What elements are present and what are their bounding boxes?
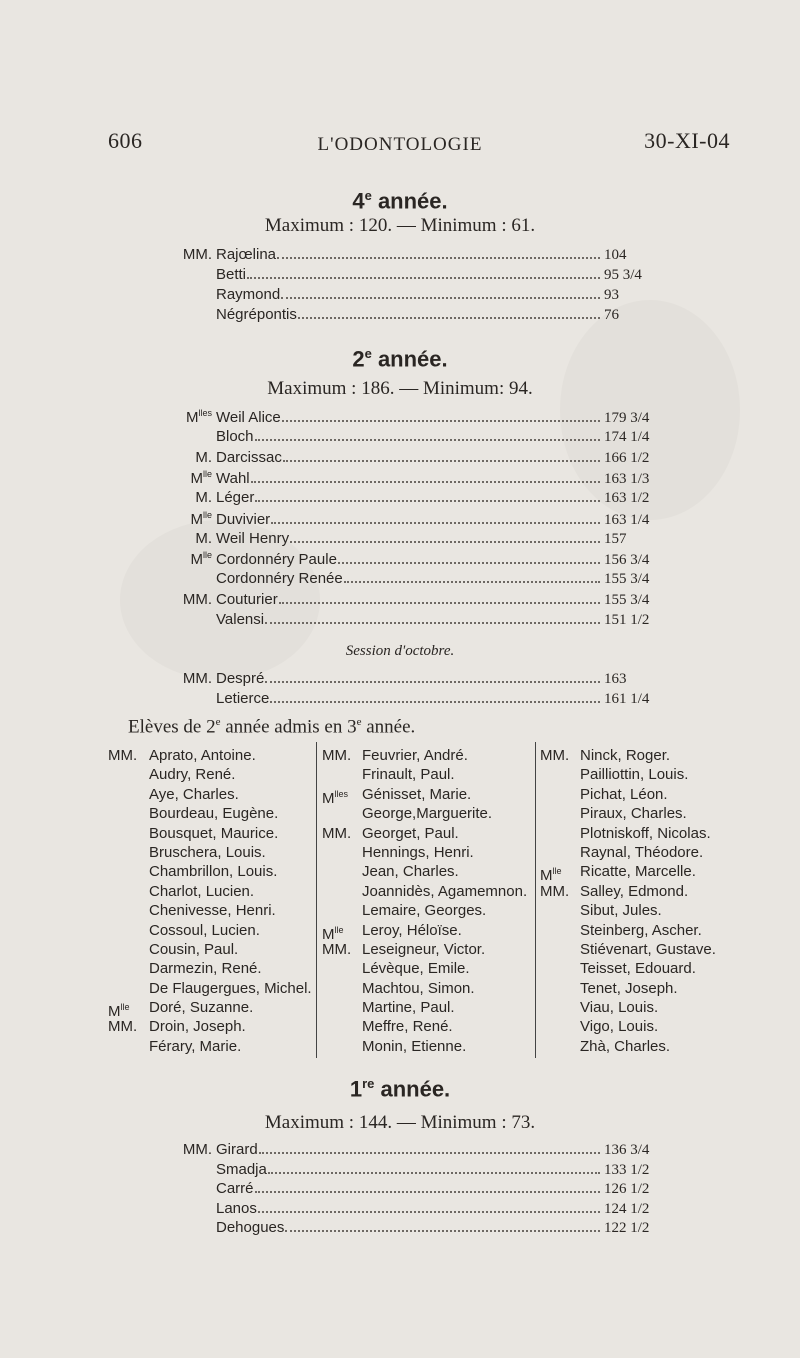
student-name: Cousin, Paul. — [149, 940, 239, 958]
student-name: Vigo, Louis. — [580, 1018, 659, 1036]
title-prefix — [540, 1037, 580, 1056]
list-item — [322, 843, 552, 862]
student-name: George,Marguerite. — [362, 805, 493, 823]
student-name: Génisset, Marie. — [362, 785, 472, 803]
maxmin-year4: Maximum : 120. — Minimum : 61. — [264, 215, 536, 236]
student-name: Joannidès, Agamemnon. — [362, 882, 528, 900]
column-divider — [316, 742, 317, 1058]
list-item — [108, 901, 338, 920]
student-name: Bruschera, Louis. — [149, 843, 266, 861]
dot-leader — [258, 1210, 600, 1213]
list-item — [108, 959, 338, 978]
title-prefix — [108, 921, 149, 940]
list-item — [108, 862, 338, 881]
student-name: Steinberg, Ascher. — [580, 921, 702, 939]
title-prefix: $M^{lle}$ — [108, 1002, 130, 1021]
student-name: Dehogues — [216, 1219, 285, 1236]
student-name: Aye, Charles. — [149, 785, 239, 803]
admis-column-3 — [540, 746, 770, 1056]
admis-heading: Elèves de 2e année admis en 3e année. — [128, 716, 416, 738]
student-name: Jean, Charles. — [362, 863, 459, 881]
student-name: Lévèque, Emile. — [362, 960, 470, 978]
maxmin-year1: Maximum : 144. — Minimum : 73. — [264, 1112, 536, 1133]
list-item — [108, 998, 338, 1021]
result-row — [174, 510, 694, 528]
student-name: Cordonnéry Renée — [216, 570, 343, 588]
dot-leader — [268, 1171, 600, 1174]
list-item — [540, 901, 770, 920]
dot-leader — [279, 601, 600, 604]
result-row — [174, 1141, 694, 1159]
score: 166 1/2 — [604, 449, 650, 466]
list-item — [108, 979, 338, 998]
result-row — [174, 570, 694, 588]
student-name: Bloch — [216, 428, 254, 446]
list-item — [540, 940, 770, 959]
list-item — [108, 1037, 338, 1056]
dot-leader — [251, 480, 600, 483]
score: 76 — [604, 307, 619, 323]
admis-column-2 — [322, 746, 552, 1056]
result-row — [174, 266, 694, 284]
student-name: Meffre, René. — [362, 1018, 453, 1036]
student-name: Piraux, Charles. — [580, 805, 687, 823]
title-prefix — [322, 804, 362, 823]
result-row — [174, 469, 694, 487]
list-item — [108, 940, 338, 959]
student-name: Ninck, Roger. — [580, 747, 671, 764]
student-name: Plotniskoff, Nicolas. — [580, 824, 711, 842]
student-name: Machtou, Simon. — [362, 979, 475, 997]
list-item — [108, 804, 338, 823]
list-item — [322, 824, 552, 843]
student-name: Feuvrier, André. — [362, 747, 468, 764]
title-prefix — [322, 843, 362, 862]
student-name: Raymond — [216, 286, 281, 303]
student-name: Duvivier — [216, 510, 271, 528]
score: 163 1/2 — [604, 490, 650, 507]
title-prefix — [322, 959, 362, 978]
title-prefix — [540, 843, 580, 862]
score: 163 1/3 — [604, 470, 650, 487]
title-prefix — [108, 824, 149, 843]
result-row — [174, 489, 694, 507]
student-name: Chambrillon, Louis. — [149, 863, 278, 881]
student-name: Frinault, Paul. — [362, 766, 455, 784]
list-item — [108, 843, 338, 862]
title-prefix: $M^{lle}$ — [190, 509, 212, 528]
result-row — [174, 1161, 694, 1179]
score: 151 1/2 — [604, 612, 650, 628]
dot-leader — [265, 621, 600, 624]
list-item — [540, 824, 770, 843]
title-prefix: MM. — [540, 882, 570, 900]
dot-leader — [265, 680, 600, 683]
student-name: Viau, Louis. — [580, 999, 659, 1017]
journal-title: L'ODONTOLOGIE — [317, 134, 483, 155]
student-name: Négrépontis — [216, 306, 297, 323]
score: 122 1/2 — [604, 1220, 650, 1236]
student-name: Stiévenart, Gustave. — [580, 940, 716, 958]
list-item — [108, 824, 338, 843]
list-item — [322, 804, 552, 823]
dot-leader — [282, 419, 600, 422]
dot-leader — [338, 561, 600, 564]
list-item — [540, 998, 770, 1017]
list-item — [322, 921, 552, 943]
title-prefix — [108, 843, 149, 862]
student-name: De Flaugergues, Michel. — [149, 979, 312, 997]
title-prefix: $M^{lles}$ — [322, 788, 349, 807]
student-name: Wahl — [216, 469, 250, 487]
dot-leader — [290, 540, 600, 543]
list-item — [540, 746, 770, 765]
student-name: Sibut, Jules. — [580, 902, 662, 920]
title-prefix — [322, 862, 362, 881]
student-name: Bousquet, Maurice. — [149, 824, 279, 842]
list-item — [108, 746, 338, 765]
score: 163 1/4 — [604, 511, 650, 528]
title-prefix — [540, 901, 580, 920]
student-name: Valensi — [216, 611, 265, 628]
student-name: Lemaire, Georges. — [362, 902, 487, 920]
dot-leader — [344, 580, 600, 583]
score: 93 — [604, 287, 619, 303]
title-prefix: MM. — [540, 747, 570, 764]
student-name: Smadja — [216, 1160, 267, 1178]
list-item — [322, 882, 552, 901]
student-name: Férary, Marie. — [149, 1037, 242, 1055]
title-prefix: MM. — [322, 940, 352, 958]
title-prefix: $M^{lle}$ — [190, 468, 212, 487]
title-prefix — [108, 862, 149, 881]
student-name: Aprato, Antoine. — [149, 747, 256, 764]
dot-leader — [259, 1151, 600, 1154]
list-item — [540, 1017, 770, 1036]
title-prefix: M. — [195, 489, 212, 507]
list-item — [322, 1017, 552, 1036]
student-name: Pichat, Léon. — [580, 785, 668, 803]
score: 156 3/4 — [604, 552, 650, 569]
student-name: Bourdeau, Eugène. — [149, 805, 279, 823]
student-name: Zhà, Charles. — [580, 1037, 671, 1055]
title-prefix — [540, 979, 580, 998]
student-name: Weil Alice — [216, 409, 281, 426]
title-prefix — [322, 1037, 362, 1056]
admis-column-1 — [108, 746, 338, 1056]
maxmin-year2: Maximum : 186. — Minimum: 94. — [267, 378, 533, 399]
result-row — [174, 408, 694, 426]
score: 174 1/4 — [604, 429, 650, 446]
student-name: Hennings, Henri. — [362, 843, 474, 861]
title-prefix — [108, 765, 149, 784]
student-name: Girard — [216, 1141, 258, 1158]
list-item — [540, 862, 770, 885]
column-divider — [535, 742, 536, 1058]
list-item — [540, 1037, 770, 1056]
student-name: Charlot, Lucien. — [149, 882, 255, 900]
student-name: Droin, Joseph. — [149, 1018, 246, 1036]
list-item — [540, 921, 770, 940]
student-name: Betti — [216, 266, 247, 283]
score: 163 — [604, 671, 627, 687]
student-name: Despré — [216, 670, 265, 687]
result-row — [174, 611, 694, 629]
list-item — [540, 959, 770, 978]
result-row — [174, 550, 694, 568]
student-name: Chenivesse, Henri. — [149, 902, 276, 920]
list-item — [322, 901, 552, 920]
list-item — [540, 785, 770, 804]
title-prefix — [322, 1017, 362, 1036]
score: 155 3/4 — [604, 571, 650, 588]
title-prefix — [108, 785, 149, 804]
student-name: Darcissac — [216, 448, 282, 466]
student-name: Weil Henry — [216, 529, 290, 547]
title-prefix — [108, 1037, 149, 1056]
student-name: Darmezin, René. — [149, 960, 262, 978]
title-prefix — [540, 765, 580, 784]
title-prefix — [540, 785, 580, 804]
student-name: Lanos — [216, 1199, 257, 1217]
list-item — [322, 765, 552, 784]
score: 161 1/4 — [604, 691, 650, 707]
list-item — [322, 1037, 552, 1056]
title-prefix: MM. — [322, 747, 352, 764]
title-prefix — [108, 979, 149, 998]
title-prefix: $M^{lles}$ — [185, 408, 212, 426]
result-row — [174, 670, 694, 688]
score: 126 1/2 — [604, 1181, 650, 1197]
result-row — [174, 286, 694, 304]
student-name: Georget, Paul. — [362, 824, 459, 842]
list-item — [322, 998, 552, 1017]
title-prefix — [540, 921, 580, 940]
dot-leader — [298, 316, 600, 319]
student-name: Rajœlina — [216, 246, 277, 263]
issue-date: 30-XI-04 — [644, 128, 730, 153]
result-row — [174, 428, 694, 446]
student-name: Raynal, Théodore. — [580, 843, 704, 861]
section-title-year1: 1re année. — [349, 1076, 451, 1102]
student-name: Martine, Paul. — [362, 999, 455, 1017]
title-prefix: $M^{lle}$ — [190, 550, 212, 569]
title-prefix — [540, 1017, 580, 1036]
title-prefix — [540, 998, 580, 1017]
result-row — [174, 591, 694, 609]
title-prefix: MM. — [108, 1018, 138, 1036]
title-prefix — [540, 804, 580, 823]
score: 133 1/2 — [604, 1161, 650, 1178]
list-item — [540, 882, 770, 901]
student-name: Pailliottin, Louis. — [580, 766, 689, 784]
title-prefix: $M^{lle}$ — [540, 866, 562, 885]
list-item — [322, 940, 552, 959]
title-prefix: MM. — [182, 590, 212, 608]
result-row — [174, 1200, 694, 1218]
title-prefix: MM. — [182, 1141, 212, 1158]
page-number: 606 — [108, 128, 143, 153]
student-name: Teisset, Edouard. — [580, 960, 696, 978]
dot-leader — [283, 459, 600, 462]
result-row — [174, 449, 694, 467]
score: 136 3/4 — [604, 1142, 650, 1158]
title-prefix — [322, 882, 362, 901]
title-prefix — [540, 959, 580, 978]
title-prefix — [540, 940, 580, 959]
title-prefix — [108, 959, 149, 978]
list-item — [322, 785, 552, 807]
list-item — [322, 862, 552, 881]
dot-leader — [277, 256, 600, 259]
student-name: Tenet, Joseph. — [580, 979, 678, 997]
list-item — [322, 959, 552, 978]
dot-leader — [285, 1229, 600, 1232]
result-row — [174, 530, 694, 548]
student-name: Cordonnéry Paule — [216, 551, 337, 569]
score: 155 3/4 — [604, 591, 650, 608]
student-name: Cossoul, Lucien. — [149, 921, 260, 939]
list-item — [108, 765, 338, 784]
section-title-year4: 4e année. — [352, 188, 448, 214]
result-row — [174, 1219, 694, 1237]
student-name: Audry, René. — [149, 766, 236, 784]
student-name: Salley, Edmond. — [580, 882, 689, 900]
list-item — [540, 979, 770, 998]
student-name: Doré, Suzanne. — [149, 999, 254, 1017]
student-name: Monin, Etienne. — [362, 1037, 467, 1055]
score: 124 1/2 — [604, 1200, 650, 1217]
title-prefix — [540, 824, 580, 843]
title-prefix — [108, 940, 149, 959]
title-prefix: M. — [195, 529, 212, 547]
result-row — [174, 1180, 694, 1198]
title-prefix: $M^{lle}$ — [322, 924, 344, 943]
result-row — [174, 306, 694, 324]
list-item — [322, 746, 552, 765]
title-prefix — [322, 765, 362, 784]
title-prefix — [108, 901, 149, 920]
list-item — [108, 1017, 338, 1036]
student-name: Couturier — [216, 590, 278, 608]
dot-leader — [255, 499, 600, 502]
result-row — [174, 690, 694, 708]
title-prefix — [322, 979, 362, 998]
session-title: Session d'octobre. — [345, 643, 455, 659]
student-name: Letierce — [216, 690, 270, 707]
dot-leader — [247, 276, 600, 279]
result-row — [174, 246, 694, 264]
student-name: Leroy, Héloïse. — [362, 921, 462, 939]
student-name: Ricatte, Marcelle. — [580, 863, 696, 881]
dot-leader — [271, 521, 600, 524]
score: 95 3/4 — [604, 267, 642, 283]
dot-leader — [255, 1190, 600, 1193]
list-item — [322, 979, 552, 998]
list-item — [108, 882, 338, 901]
dot-leader — [255, 438, 600, 441]
list-item — [540, 843, 770, 862]
score: 157 — [604, 530, 627, 547]
dot-leader — [270, 700, 600, 703]
section-title-year2: 2e année. — [352, 346, 448, 372]
list-item — [108, 921, 338, 940]
list-item — [540, 765, 770, 784]
title-prefix — [108, 882, 149, 901]
list-item — [108, 785, 338, 804]
dot-leader — [281, 296, 600, 299]
list-item — [540, 804, 770, 823]
score: 104 — [604, 247, 627, 263]
title-prefix: MM. — [182, 670, 212, 687]
title-prefix — [108, 804, 149, 823]
title-prefix — [322, 901, 362, 920]
title-prefix: MM. — [182, 246, 212, 263]
title-prefix — [322, 998, 362, 1017]
student-name: Léger — [216, 489, 255, 507]
title-prefix: M. — [195, 448, 212, 466]
student-name: Carré — [216, 1180, 254, 1197]
title-prefix: MM. — [108, 747, 138, 764]
student-name: Leseigneur, Victor. — [362, 940, 486, 958]
score: 179 3/4 — [604, 410, 650, 426]
title-prefix: MM. — [322, 824, 352, 842]
